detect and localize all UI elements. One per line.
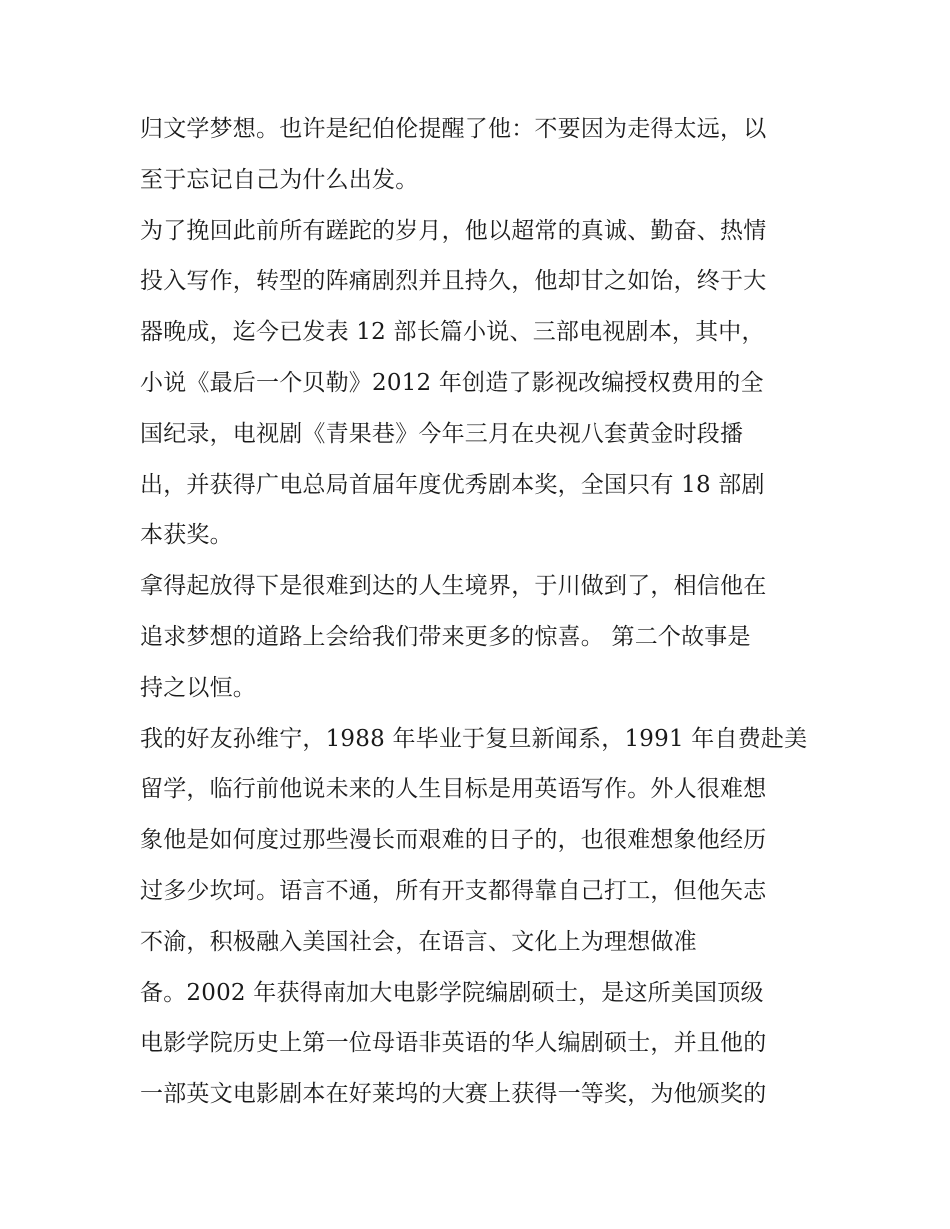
text-line: 电影学院历史上第一位母语非英语的华人编剧硕士，并且他的: [140, 1030, 767, 1057]
text-line: 追求梦想的道路上会给我们带来更多的惊喜。 第二个故事是: [140, 623, 751, 650]
text-line: 不渝，积极融入美国社会，在语言、文化上为理想做准: [140, 928, 697, 955]
text-line: 我的好友孙维宁，1988 年毕业于复旦新闻系，1991 年自费赴美: [140, 725, 808, 752]
text-line: 投入写作，转型的阵痛剧烈并且持久，他却甘之如饴，终于大: [140, 268, 767, 295]
text-line: 拿得起放得下是很难到达的人生境界，于川做到了，相信他在: [140, 573, 767, 600]
text-line: 小说《最后一个贝勒》2012 年创造了影视改编授权费用的全: [140, 369, 764, 396]
text-line: 出，并获得广电总局首届年度优秀剧本奖，全国只有 18 部剧: [140, 471, 765, 498]
text-line: 器晚成，迄今已发表 12 部长篇小说、三部电视剧本，其中，: [140, 319, 765, 346]
text-line: 为了挽回此前所有蹉跎的岁月，他以超常的真诚、勤奋、热情: [140, 217, 767, 244]
text-line: 一部英文电影剧本在好莱坞的大赛上获得一等奖，为他颁奖的: [140, 1081, 767, 1108]
text-line: 国纪录，电视剧《青果巷》今年三月在央视八套黄金时段播: [140, 420, 744, 447]
text-line: 归文学梦想。也许是纪伯伦提醒了他：不要因为走得太远，以: [140, 116, 767, 142]
text-line: 本获奖。: [140, 522, 233, 549]
text-line: 留学，临行前他说未来的人生目标是用英语写作。外人很难想: [140, 776, 767, 803]
text-line: 至于忘记自己为什么出发。: [140, 166, 419, 193]
text-line: 持之以恒。: [140, 674, 256, 701]
text-line: 象他是如何度过那些漫长而艰难的日子的，也很难想象他经历: [140, 827, 767, 854]
body-text: [140, 104, 820, 1120]
text-line: 备。2002 年获得南加大电影学院编剧硕士，是这所美国顶级: [140, 979, 764, 1006]
text-line: 过多少坎坷。语言不通，所有开支都得靠自己打工，但他矢志: [140, 877, 767, 904]
